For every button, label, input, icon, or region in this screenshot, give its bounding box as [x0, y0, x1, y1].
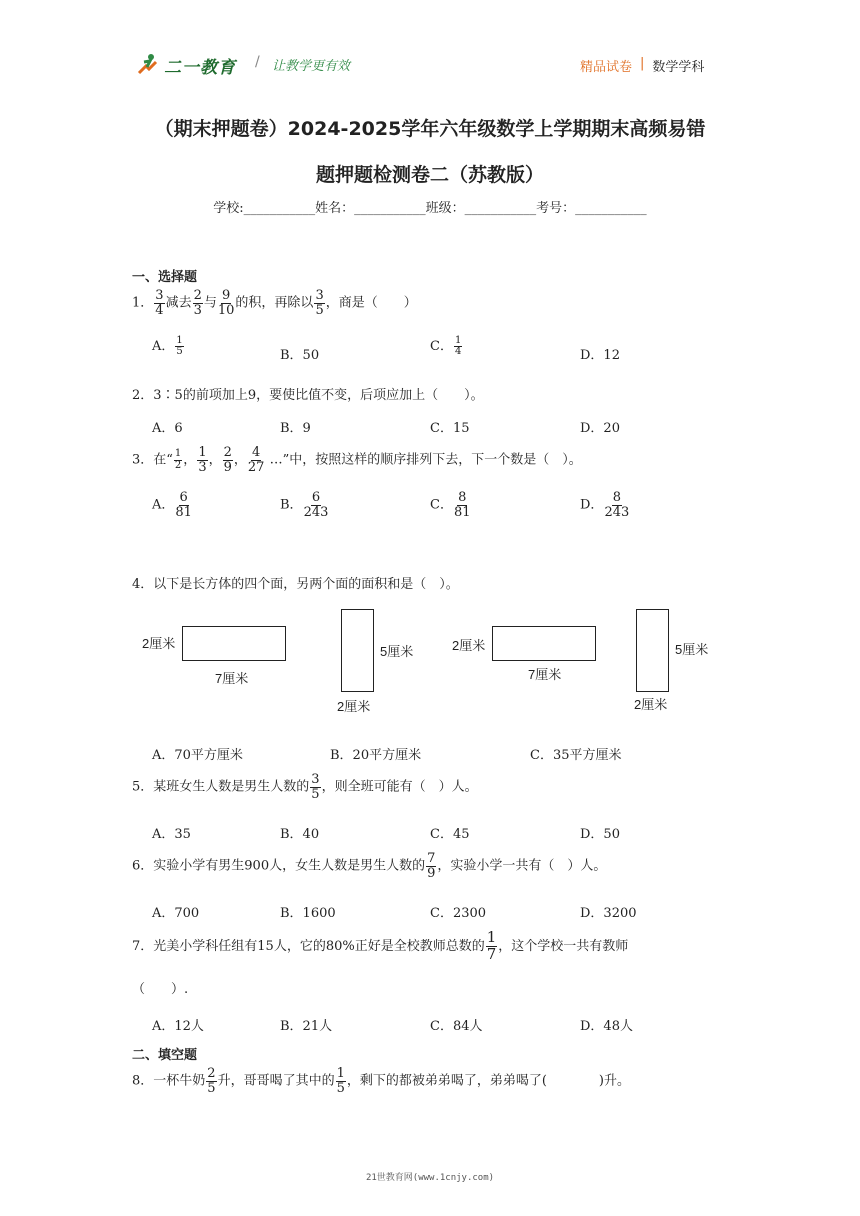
face3-rectangle [492, 626, 596, 661]
question-6: 6．实验小学有男生900人，女生人数是男生人数的 $\frac{7}{9}$ ，实验小学一共有（ ）人。 [132, 851, 607, 881]
logo-text: 二一教育 [164, 57, 236, 78]
q6-option-a[interactable]: A．700 [152, 906, 200, 921]
logo [136, 52, 236, 78]
question-7: 7．光美小学科任组有15人，它的80%正好是全校教师总数的 $\frac{1}{7}$ ，这个学校一共有教师 [132, 928, 629, 963]
q6-option-d[interactable]: D．3200 [580, 906, 637, 921]
face1-length-label: 7厘米 [215, 671, 249, 686]
q5-option-b[interactable]: B．40 [280, 827, 320, 842]
q1-option-b[interactable]: B．50 [280, 348, 320, 363]
question-4: 4．以下是长方体的四个面，另两个面的面积和是（ ）。 [132, 577, 459, 592]
q7-option-b[interactable]: B．21人 [280, 1019, 333, 1034]
q3-option-d[interactable]: D． $\frac{8}{243}$ [580, 490, 630, 520]
runner-icon [136, 53, 160, 77]
fraction: $\frac{3}{5}$ [315, 288, 324, 318]
q2-option-c[interactable]: C．15 [430, 421, 470, 436]
tag-subject: 数学学科 [652, 60, 705, 75]
exam-title-line1: （期末押题卷）2024-2025学年六年级数学上学期期末高频易错 [154, 118, 706, 140]
q7-option-a[interactable]: A．12人 [152, 1019, 204, 1034]
q3-option-b[interactable]: B． $\frac{6}{243}$ [280, 490, 329, 520]
face2-width-label: 2厘米 [337, 699, 371, 714]
face3-length-label: 7厘米 [528, 667, 562, 682]
q4-option-b[interactable]: B．20平方厘米 [330, 748, 422, 763]
q1-option-c[interactable]: C． $\frac{1}{4}$ [430, 334, 462, 357]
face2-rectangle [341, 609, 374, 692]
face1-rectangle [182, 626, 286, 661]
face4-width-label: 2厘米 [634, 697, 668, 712]
question-2: 2．3∶5的前项加上9，要使比值不变，后项应加上（ ）。 [132, 388, 484, 403]
exam-title-line2: 题押题检测卷二（苏教版） [315, 164, 544, 186]
question-3: 3．在“ $\frac{1}{2}$ ， $\frac{1}{3}$ ， $\frac{2}{9}$ ， $\frac{4}{27}$ …”中，按照这样的顺序排列下去，下一个数是（ ）。 [132, 445, 582, 475]
q2-option-d[interactable]: D．20 [580, 421, 620, 436]
face4-rectangle [636, 609, 669, 692]
header-tags [580, 56, 704, 75]
q2-option-b[interactable]: B．9 [280, 421, 311, 436]
q4-option-c[interactable]: C．35平方厘米 [530, 748, 622, 763]
q1-text: 的积，再除以 [235, 295, 314, 311]
q1-number: 1． [132, 295, 154, 311]
q1-option-a[interactable]: A． $\frac{1}{5}$ [152, 334, 183, 357]
q7-option-c[interactable]: C．84人 [430, 1019, 483, 1034]
q6-option-c[interactable]: C．2300 [430, 906, 487, 921]
q1-text: 减去 [165, 295, 192, 311]
question-8: 8．一杯牛奶 $\frac{2}{5}$ 升，哥哥喝了其中的 $\frac{1}{5}$ ，剩下的都被弟弟喝了，弟弟喝了( )升。 [132, 1066, 631, 1096]
q4-option-a[interactable]: A．70平方厘米 [152, 748, 243, 763]
face3-height-label: 2厘米 [452, 638, 486, 653]
q7-option-d[interactable]: D．48人 [580, 1019, 633, 1034]
footer-watermark: 21世教育网(www.1cnjy.com) [365, 1173, 495, 1183]
fraction: $\frac{2}{3}$ [193, 288, 202, 318]
q5-option-d[interactable]: D．50 [580, 827, 620, 842]
tag-divider: | [640, 56, 645, 71]
q5-option-a[interactable]: A．35 [152, 827, 191, 842]
question-1 [132, 289, 417, 317]
face4-height-label: 5厘米 [675, 642, 709, 657]
q6-option-b[interactable]: B．1600 [280, 906, 336, 921]
q3-option-c[interactable]: C． $\frac{8}{81}$ [430, 490, 471, 520]
section-choice-heading: 一、选择题 [132, 270, 198, 285]
q5-option-c[interactable]: C．45 [430, 827, 470, 842]
q1-text: 与 [203, 295, 217, 311]
slogan: 让教学更有效 [272, 59, 351, 74]
tag-quality-exam: 精品试卷 [580, 60, 633, 75]
student-info-fields: 学校:___________姓名：___________班级：___________考号：___________ [213, 201, 647, 216]
fraction: $\frac{3}{4}$ [155, 288, 164, 318]
header-separator: / [255, 54, 260, 70]
q2-option-a[interactable]: A．6 [152, 421, 183, 436]
face2-height-label: 5厘米 [380, 644, 414, 659]
q1-text: ，商是（ ） [325, 295, 417, 311]
q1-option-d[interactable]: D．12 [580, 348, 620, 363]
question-5: 5．某班女生人数是男生人数的 $\frac{3}{5}$ ，则全班可能有（ ）人。 [132, 772, 478, 802]
question-7-continued: （ ）. [132, 982, 189, 997]
q3-option-a[interactable]: A． $\frac{6}{81}$ [152, 490, 192, 520]
section-fill-blank-heading: 二、填空题 [132, 1048, 198, 1063]
fraction: $\frac{9}{10}$ [217, 288, 235, 318]
face1-height-label: 2厘米 [142, 636, 176, 651]
